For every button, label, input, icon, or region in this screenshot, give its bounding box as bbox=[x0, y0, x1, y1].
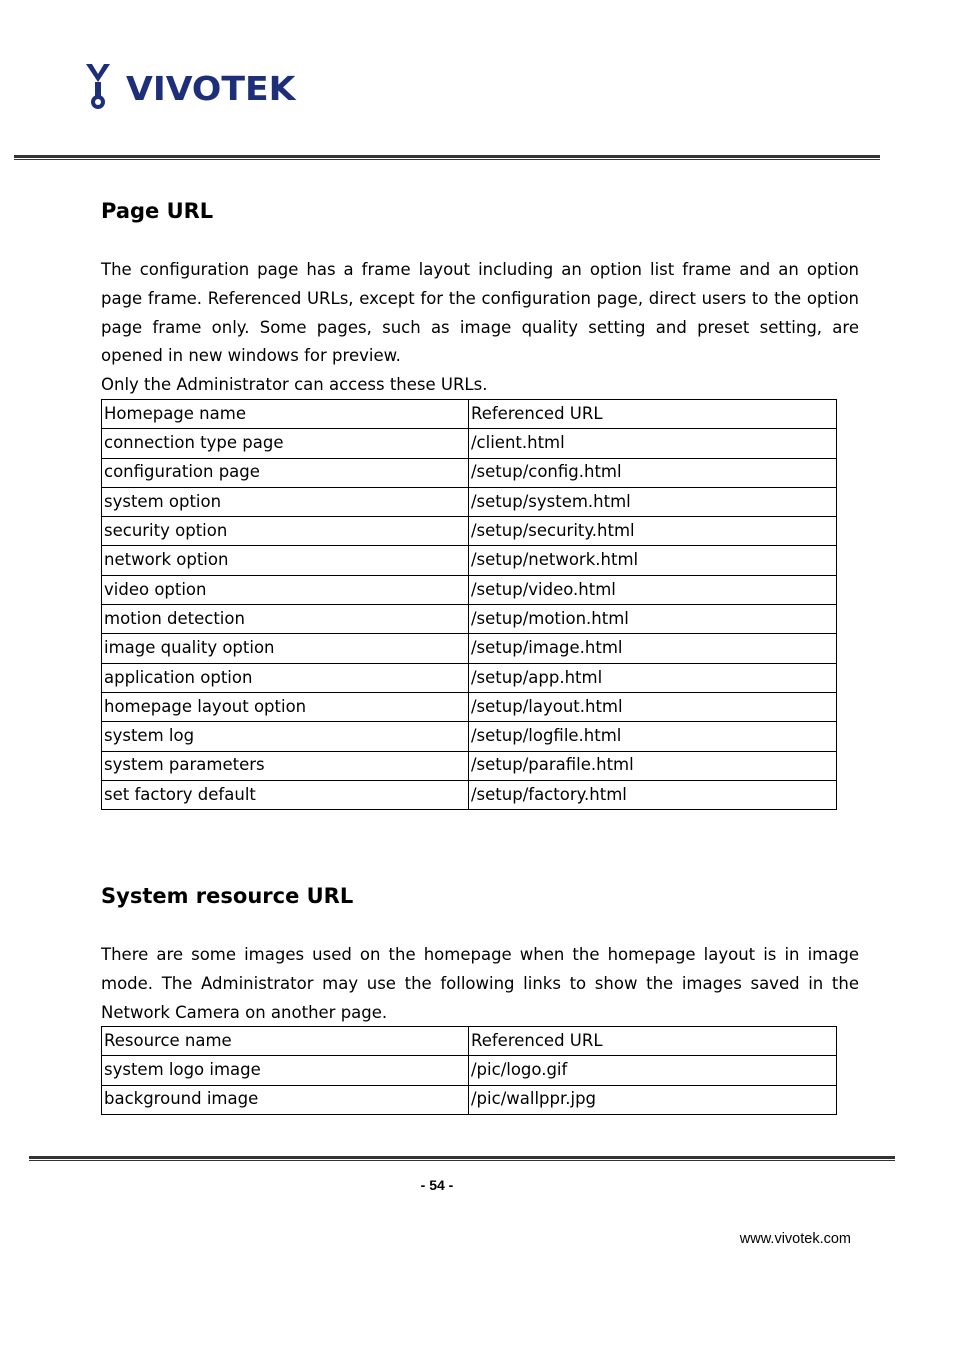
section-title-page-url: Page URL bbox=[101, 199, 214, 223]
table-cell-name: system log bbox=[102, 722, 469, 751]
website-link[interactable]: www.vivotek.com bbox=[739, 1231, 851, 1247]
table-header-cell: Resource name bbox=[102, 1027, 469, 1056]
table-row bbox=[102, 751, 837, 780]
table-header-cell: Homepage name bbox=[102, 400, 469, 429]
table-cell-name: motion detection bbox=[102, 605, 469, 634]
table-row bbox=[102, 634, 837, 663]
table-header-row bbox=[102, 400, 837, 429]
table-row bbox=[102, 575, 837, 604]
table-row bbox=[102, 692, 837, 721]
table-cell-url: /setup/app.html bbox=[469, 663, 837, 692]
logo-wordmark: VIVOTEK bbox=[126, 69, 296, 108]
table-header-cell: Referenced URL bbox=[469, 400, 837, 429]
table-cell-url: /setup/image.html bbox=[469, 634, 837, 663]
table-cell-url: /pic/logo.gif bbox=[469, 1056, 837, 1085]
table-cell-name: video option bbox=[102, 575, 469, 604]
page-url-table bbox=[101, 399, 837, 810]
table-row bbox=[102, 546, 837, 575]
footer-rule bbox=[29, 1156, 895, 1161]
table-row bbox=[102, 1056, 837, 1085]
table-cell-url: /setup/config.html bbox=[469, 458, 837, 487]
table-row bbox=[102, 722, 837, 751]
table-cell-url: /setup/logfile.html bbox=[469, 722, 837, 751]
table-row bbox=[102, 780, 837, 809]
system-resource-table bbox=[101, 1026, 837, 1115]
table-cell-url: /setup/system.html bbox=[469, 487, 837, 516]
vivotek-logo bbox=[84, 60, 294, 116]
table-cell-name: system parameters bbox=[102, 751, 469, 780]
table-cell-name: homepage layout option bbox=[102, 692, 469, 721]
header-rule bbox=[14, 155, 880, 160]
table-cell-url: /setup/network.html bbox=[469, 546, 837, 575]
admin-access-note: Only the Administrator can access these URLs. bbox=[101, 375, 488, 394]
table-header-row bbox=[102, 1027, 837, 1056]
page-url-description: The configuration page has a frame layout including an option list frame and an option page frame. Referenced URLs, except for the configuration page, direct users to the option page frame only. Some pages, such as image quality setting and preset setting, are opened in new windows for preview. bbox=[101, 260, 859, 366]
table-row bbox=[102, 1085, 837, 1114]
table-cell-url: /setup/video.html bbox=[469, 575, 837, 604]
table-cell-url: /client.html bbox=[469, 429, 837, 458]
table-cell-url: /setup/security.html bbox=[469, 517, 837, 546]
table-header-cell: Referenced URL bbox=[469, 1027, 837, 1056]
system-resource-description: There are some images used on the homepage when the homepage layout is in image mode. The Administrator may use the following links to show the images saved in the Network Camera on another page. bbox=[101, 945, 859, 1022]
table-cell-name: image quality option bbox=[102, 634, 469, 663]
table-row bbox=[102, 605, 837, 634]
table-row bbox=[102, 429, 837, 458]
camera-figure-icon bbox=[84, 62, 124, 114]
table-cell-url: /setup/parafile.html bbox=[469, 751, 837, 780]
table-row bbox=[102, 663, 837, 692]
table-row bbox=[102, 517, 837, 546]
table-cell-name: system logo image bbox=[102, 1056, 469, 1085]
table-cell-url: /setup/layout.html bbox=[469, 692, 837, 721]
table-row bbox=[102, 458, 837, 487]
section-title-system-resource-url: System resource URL bbox=[101, 884, 354, 908]
table-cell-name: configuration page bbox=[102, 458, 469, 487]
table-cell-name: system option bbox=[102, 487, 469, 516]
table-cell-name: security option bbox=[102, 517, 469, 546]
table-cell-url: /setup/motion.html bbox=[469, 605, 837, 634]
table-cell-url: /setup/factory.html bbox=[469, 780, 837, 809]
table-cell-name: application option bbox=[102, 663, 469, 692]
table-cell-name: network option bbox=[102, 546, 469, 575]
table-row bbox=[102, 487, 837, 516]
table-cell-name: connection type page bbox=[102, 429, 469, 458]
table-cell-name: set factory default bbox=[102, 780, 469, 809]
table-cell-name: background image bbox=[102, 1085, 469, 1114]
table-cell-url: /pic/wallppr.jpg bbox=[469, 1085, 837, 1114]
page-number: - 54 - bbox=[420, 1177, 454, 1193]
